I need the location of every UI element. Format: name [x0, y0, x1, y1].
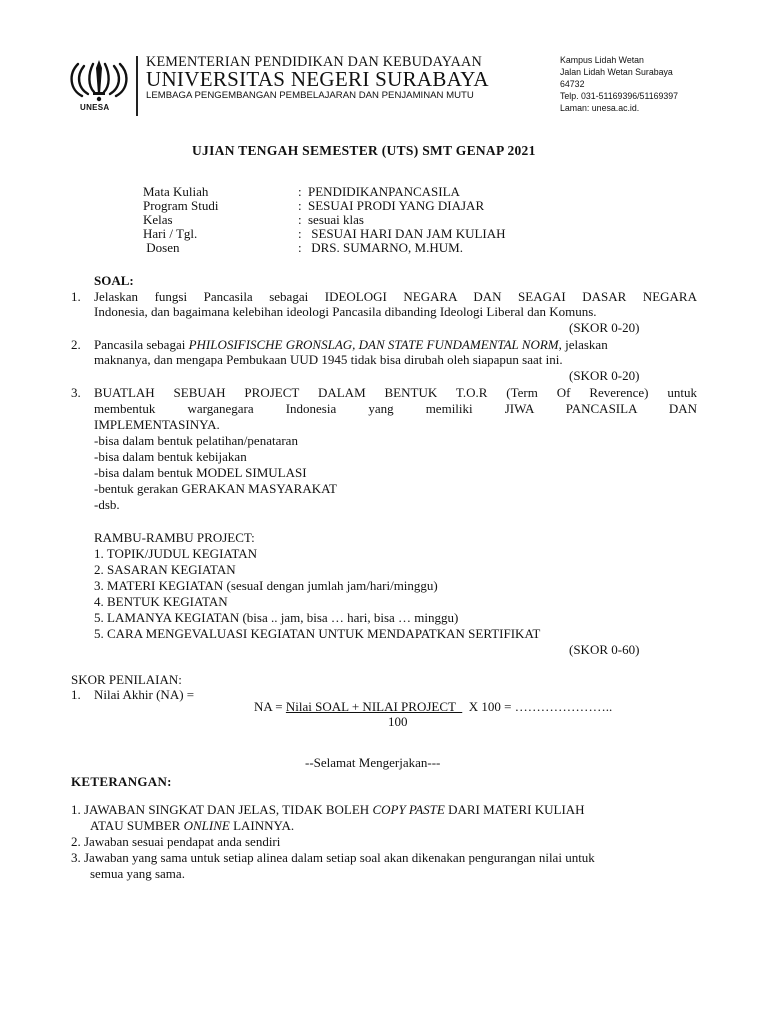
- soal-heading: SOAL:: [94, 273, 134, 288]
- keterangan-text: ATAU SUMBER: [90, 818, 184, 833]
- logo-text: UNESA: [80, 103, 110, 112]
- keterangan-item-1: [71, 802, 585, 818]
- list-item: 2. SASARAN KEGIATAN: [94, 562, 236, 577]
- info-colon: :: [298, 198, 302, 213]
- rambu-heading: RAMBU-RAMBU PROJECT:: [94, 530, 255, 545]
- address-block: [560, 54, 678, 114]
- formula-numerator: Nilai SOAL + NILAI PROJECT: [285, 699, 463, 714]
- info-label-date: Hari / Tgl.: [143, 226, 198, 241]
- info-value-lecturer: DRS. SUMARNO, M.HUM.: [308, 240, 463, 255]
- keterangan-item-3-line-2: semua yang sama.: [90, 866, 185, 881]
- info-value-date: SESUAI HARI DAN JAM KULIAH: [308, 226, 506, 241]
- info-colon: :: [298, 184, 302, 199]
- list-item: 5. LAMANYA KEGIATAN (bisa .. jam, bisa … hari, bisa … minggu): [94, 610, 459, 625]
- rambu-score: (SKOR 0-60): [569, 642, 640, 657]
- keterangan-item-2: 2. Jawaban sesuai pendapat anda sendiri: [71, 834, 281, 849]
- info-value-program: SESUAI PRODI YANG DIAJAR: [308, 198, 485, 213]
- question-2-line-1: [94, 337, 608, 353]
- info-value-course: PENDIDIKANPANCASILA: [308, 184, 460, 199]
- info-label-lecturer: Dosen: [143, 240, 180, 255]
- address-line: Jalan Lidah Wetan Surabaya: [560, 67, 673, 77]
- question-number: 1.: [71, 289, 81, 304]
- list-item: -bisa dalam bentuk pelatihan/penataran: [94, 433, 298, 448]
- info-colon: :: [298, 212, 302, 227]
- institute-name: LEMBAGA PENGEMBANGAN PEMBELAJARAN DAN PENJAMINAN MUTU: [146, 90, 474, 101]
- address-line: 64732: [560, 79, 585, 89]
- question-3-line-2: membentuk warganegara Indonesia yang memiliki JIWA PANCASILA DAN: [94, 401, 697, 416]
- penilaian-number: 1.: [71, 687, 81, 702]
- info-colon: :: [298, 240, 302, 255]
- list-item: 4. BENTUK KEGIATAN: [94, 594, 228, 609]
- keterangan-item-1-line-2: [90, 818, 294, 834]
- keterangan-italic-term: COPY PASTE: [372, 802, 445, 817]
- closing-text: --Selamat Mengerjakan---: [305, 755, 441, 770]
- address-line: Laman: unesa.ac.id.: [560, 103, 640, 113]
- keterangan-text: LAINNYA.: [229, 818, 295, 833]
- keterangan-item-3: 3. Jawaban yang sama untuk setiap alinea dalam setiap soal akan dikenakan pengurangan nilai untuk: [71, 850, 595, 865]
- question-1-line-2: Indonesia, dan bagaimana kelebihan ideologi Pancasila dibanding Ideologi Liberal dan Komuns.: [94, 304, 597, 319]
- question-3-line-1: BUATLAH SEBUAH PROJECT DALAM BENTUK T.O.R (Term Of Reverence) untuk: [94, 385, 697, 400]
- question-2-line-2: maknanya, dan mengapa Pembukaan UUD 1945 tidak bisa dirubah oleh siapapun saat ini.: [94, 352, 563, 367]
- list-item: -bisa dalam bentuk kebijakan: [94, 449, 247, 464]
- address-line: Telp. 031-51169396/51169397: [560, 91, 679, 101]
- header-divider: [136, 56, 138, 116]
- formula-suffix: X 100 = …………………..: [462, 699, 613, 714]
- question-2-text: Pancasila sebagai: [94, 337, 189, 352]
- keterangan-italic-term: ONLINE: [183, 818, 230, 833]
- keterangan-heading: KETERANGAN:: [71, 774, 172, 789]
- penilaian-item: Nilai Akhir (NA) =: [94, 687, 195, 702]
- info-label-class: Kelas: [143, 212, 173, 227]
- formula-line: [254, 699, 612, 715]
- info-label-course: Mata Kuliah: [143, 184, 209, 199]
- info-colon: :: [298, 226, 302, 241]
- question-1-line-1: Jelaskan fungsi Pancasila sebagai IDEOLOGI NEGARA DAN SEAGAI DASAR NEGARA: [94, 289, 697, 304]
- list-item: 5. CARA MENGEVALUASI KEGIATAN UNTUK MENDAPATKAN SERTIFIKAT: [94, 626, 541, 641]
- list-item: -bentuk gerakan GERAKAN MASYARAKAT: [94, 481, 338, 496]
- exam-title: UJIAN TENGAH SEMESTER (UTS) SMT GENAP 2021: [192, 143, 536, 158]
- penilaian-heading: SKOR PENILAIAN:: [71, 672, 182, 687]
- list-item: 3. MATERI KEGIATAN (sesuaI dengan jumlah jam/hari/minggu): [94, 578, 438, 593]
- list-item: -bisa dalam bentuk MODEL SIMULASI: [94, 465, 307, 480]
- info-label-program: Program Studi: [143, 198, 219, 213]
- list-item: -dsb.: [94, 497, 120, 512]
- question-2-italic-term: PHILOSIFISCHE GRONSLAG, DAN STATE FUNDAMENTAL NORM: [188, 337, 559, 352]
- formula-prefix: NA =: [254, 699, 286, 714]
- question-number: 3.: [71, 385, 81, 400]
- keterangan-text: DARI MATERI KULIAH: [444, 802, 585, 817]
- question-2-text: , jelaskan: [558, 337, 608, 352]
- ministry-name: KEMENTERIAN PENDIDIKAN DAN KEBUDAYAAN: [146, 54, 482, 70]
- question-1-score: (SKOR 0-20): [569, 320, 640, 335]
- question-2-score: (SKOR 0-20): [569, 368, 640, 383]
- question-number: 2.: [71, 337, 81, 352]
- list-item: 1. TOPIK/JUDUL KEGIATAN: [94, 546, 258, 561]
- info-value-class: sesuai klas: [308, 212, 364, 227]
- university-name: UNIVERSITAS NEGERI SURABAYA: [146, 67, 489, 91]
- address-line: Kampus Lidah Wetan: [560, 55, 644, 65]
- question-3-line-3: IMPLEMENTASINYA.: [94, 417, 220, 432]
- keterangan-text: 1. JAWABAN SINGKAT DAN JELAS, TIDAK BOLEH: [71, 802, 373, 817]
- formula-denominator: 100: [388, 714, 408, 729]
